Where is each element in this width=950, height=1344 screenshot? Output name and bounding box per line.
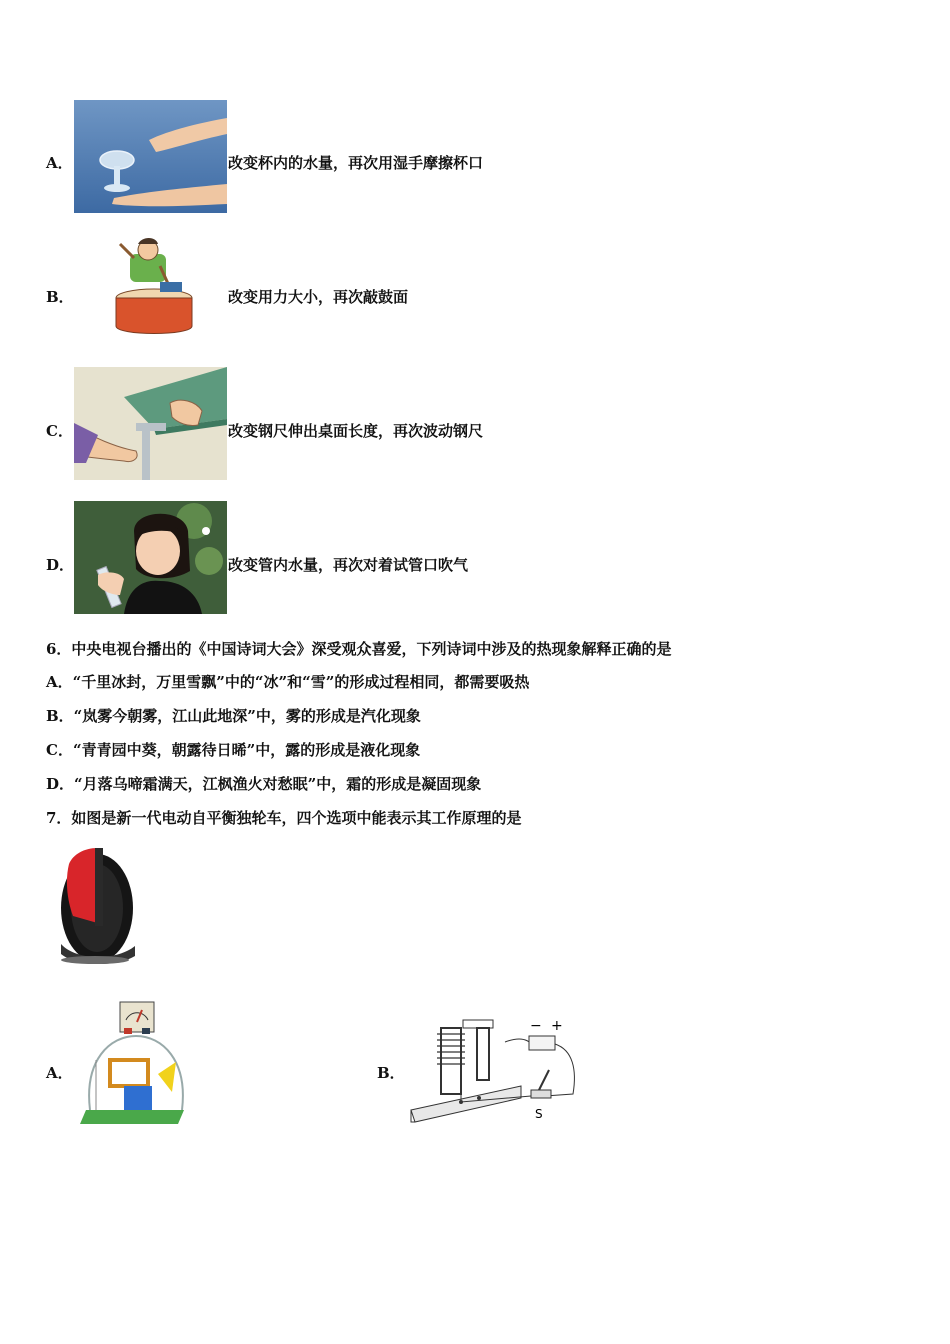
- ruler-on-table-image: [74, 367, 227, 480]
- option-text: 改变用力大小，再次敲鼓面: [228, 288, 409, 306]
- option-letter: B．: [377, 1064, 405, 1082]
- girl-blowing-tube-image: [74, 501, 227, 614]
- minus-label: −: [530, 1018, 542, 1034]
- option-letter: B．: [46, 288, 74, 306]
- option-text: 改变管内水量，再次对着试管口吹气: [228, 556, 469, 574]
- option-b: B．“岚雾今朝雾，江山此地深”中，雾的形成是汽化现象: [46, 707, 421, 725]
- option-letter: C．: [46, 422, 73, 440]
- option-letter: A．: [46, 1064, 73, 1082]
- option-text: 改变杯内的水量，再次用湿手摩擦杯口: [228, 154, 484, 172]
- electromagnet-circuit-image: [405, 1010, 585, 1130]
- hand-rubbing-glass-image: [74, 100, 227, 213]
- question-stem: 6．中央电视台播出的《中国诗词大会》深受观众喜爱，下列诗词中涉及的热现象解释正确的是: [46, 640, 672, 658]
- plus-label: +: [551, 1018, 563, 1034]
- generator-experiment-image: [80, 1000, 192, 1126]
- switch-label: S: [535, 1107, 543, 1121]
- question-stem: 7．如图是新一代电动自平衡独轮车，四个选项中能表示其工作原理的是: [46, 809, 522, 827]
- option-c: C．“青青园中葵，朝露待日晞”中，露的形成是液化现象: [46, 741, 421, 759]
- option-d: D．“月落乌啼霜满天，江枫渔火对愁眠”中，霜的形成是凝固现象: [46, 775, 482, 793]
- option-text: 改变钢尺伸出桌面长度，再次波动钢尺: [228, 422, 484, 440]
- option-a: A．“千里冰封，万里雪飘”中的“冰”和“雪”的形成过程相同，都需要吸热: [46, 673, 530, 691]
- option-letter: A．: [46, 154, 73, 172]
- child-drumming-image: [110, 236, 202, 340]
- unicycle-image: [55, 844, 139, 966]
- option-letter: D．: [46, 556, 75, 574]
